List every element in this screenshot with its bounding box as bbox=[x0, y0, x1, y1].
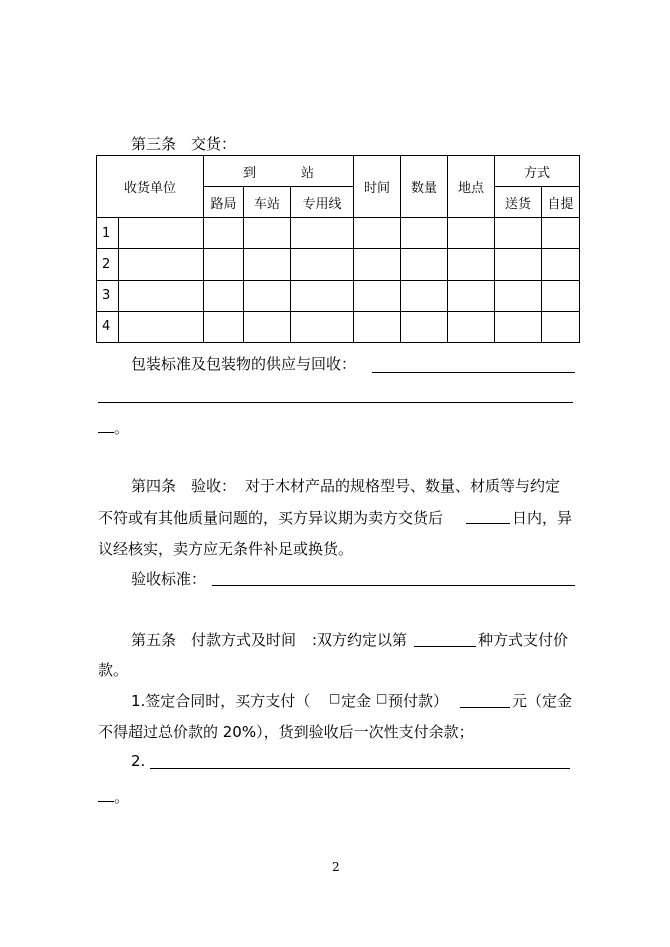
article5-end: 。 bbox=[114, 788, 130, 806]
article5-text1a: :双方约定以第 bbox=[312, 631, 408, 649]
article4-text1: 对于木材产品的规格型号、数量、材质等与约定 bbox=[245, 477, 561, 495]
header-quantity: 数量 bbox=[401, 156, 448, 218]
packaging-end: 。 bbox=[114, 419, 130, 437]
header-time: 时间 bbox=[354, 156, 401, 218]
objection-days-blank bbox=[466, 523, 510, 524]
acceptance-standard-blank bbox=[212, 585, 575, 586]
table-row: 2 bbox=[97, 249, 580, 280]
header-receiver-unit: 收货单位 bbox=[97, 156, 204, 218]
table-row: 4 bbox=[97, 311, 580, 342]
option2-blank-2 bbox=[98, 801, 114, 802]
option2-label: 2. bbox=[131, 752, 146, 770]
prepay-checkbox[interactable]: □ bbox=[376, 691, 388, 705]
article5-title: 第五条 付款方式及时间 bbox=[131, 631, 297, 649]
acceptance-standard-label: 验收标准： bbox=[131, 570, 207, 588]
article5-text1b: 种方式支付价 bbox=[478, 631, 569, 649]
article4-text2b: 日内，异 bbox=[512, 509, 573, 527]
amount-blank bbox=[460, 707, 510, 708]
header-method: 方式 bbox=[495, 156, 580, 187]
header-place: 地点 bbox=[448, 156, 495, 218]
option1-text: 1.签定合同时，买方支付（ bbox=[131, 692, 311, 710]
article4-title: 第四条 验收： bbox=[131, 477, 237, 495]
deposit-label: 定金 bbox=[341, 692, 372, 710]
table-row: 1 bbox=[97, 218, 580, 249]
header-deliver: 送货 bbox=[495, 187, 542, 218]
header-self-pickup: 自提 bbox=[542, 187, 580, 218]
payment-method-blank bbox=[414, 646, 476, 647]
article5-text2: 款。 bbox=[98, 661, 129, 679]
packaging-blank-line-2 bbox=[98, 402, 573, 403]
header-road-bureau: 路局 bbox=[204, 187, 244, 218]
header-station: 车站 bbox=[244, 187, 291, 218]
header-destination-station: 到 站 bbox=[204, 156, 354, 187]
option1-text-b: 元（定金 bbox=[512, 692, 573, 710]
packaging-blank-line bbox=[372, 372, 575, 373]
option1-text-c: 不得超过总价款的 20%），货到验收后一次性支付余款； bbox=[98, 723, 474, 741]
deposit-checkbox[interactable]: □ bbox=[329, 691, 341, 705]
packaging-blank-line-3 bbox=[98, 432, 114, 433]
article4-text3: 议经核实，卖方应无条件补足或换货。 bbox=[98, 540, 354, 558]
page-number: 2 bbox=[332, 860, 340, 874]
packaging-label: 包装标准及包装物的供应与回收： bbox=[131, 355, 357, 373]
delivery-table bbox=[96, 155, 580, 343]
article3-title: 第三条 交货： bbox=[131, 135, 237, 153]
article4-text2a: 不符或有其他质量问题的，买方异议期为卖方交货后 bbox=[98, 509, 444, 527]
option2-blank bbox=[150, 768, 570, 769]
header-special-line: 专用线 bbox=[291, 187, 354, 218]
prepay-label: 预付款） bbox=[388, 692, 449, 710]
table-row: 3 bbox=[97, 280, 580, 311]
